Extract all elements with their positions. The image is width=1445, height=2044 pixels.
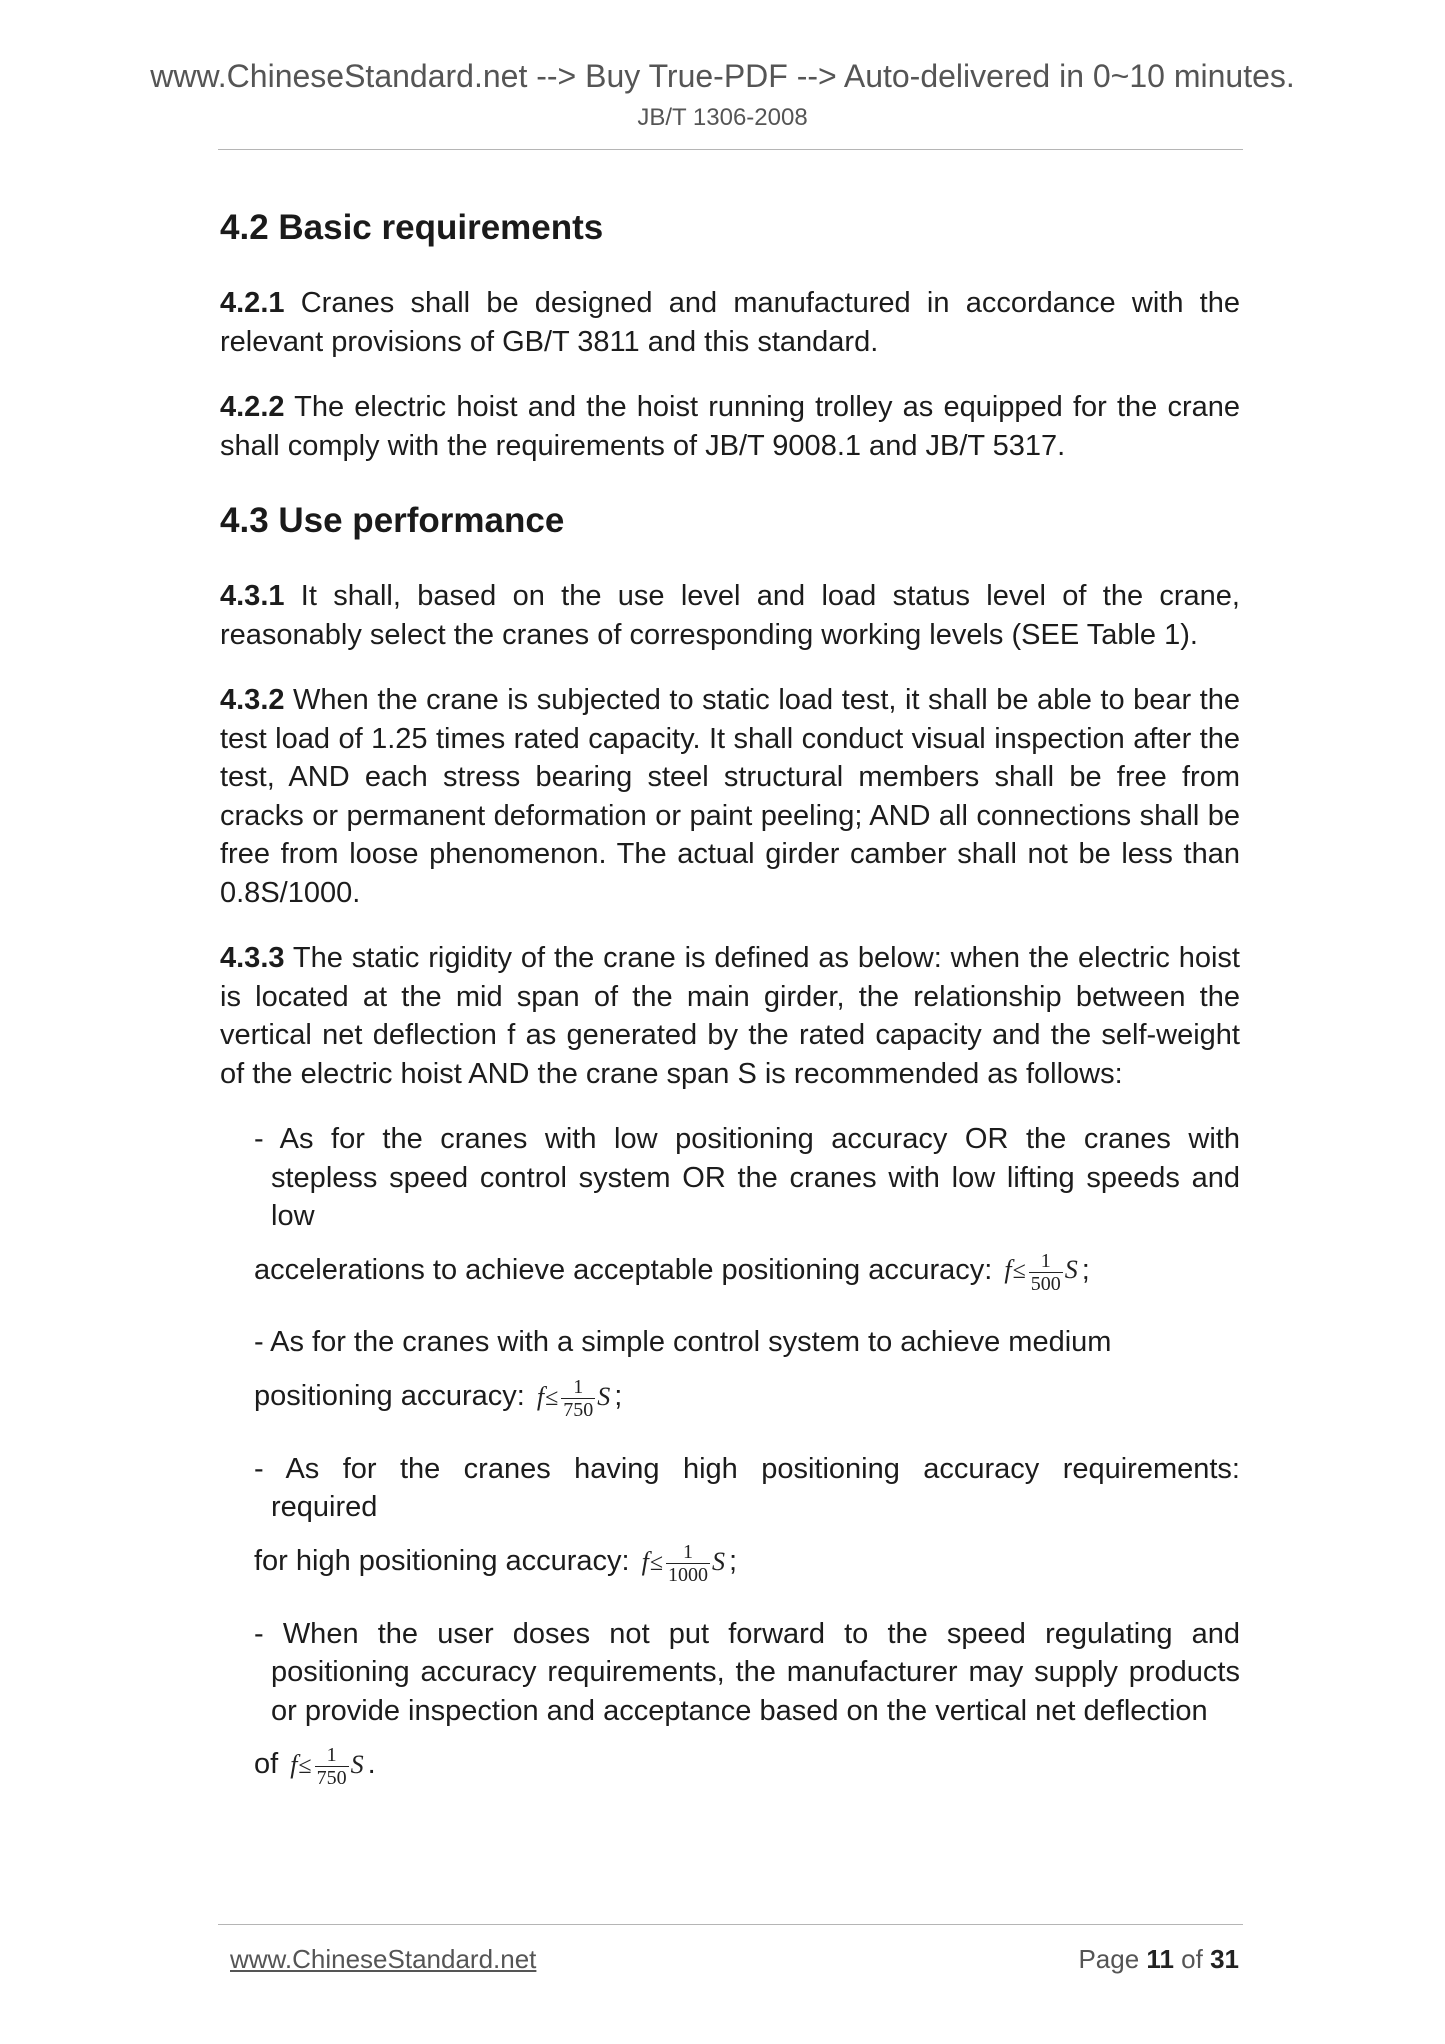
clause-text: It shall, based on the use level and load status level of the crane, reasonably select the cranes of corresponding working levels (SEE Table 1). bbox=[220, 580, 1240, 651]
formula-line bbox=[254, 1370, 1240, 1424]
clause-4-2-2 bbox=[220, 388, 1240, 465]
formula-line bbox=[254, 1535, 1240, 1589]
section-heading-4-2: 4.2 Basic requirements bbox=[220, 208, 604, 247]
formula-numerator: 1 bbox=[315, 1744, 349, 1767]
formula-operator: ≤ bbox=[545, 1384, 559, 1411]
clause-4-3-3 bbox=[220, 939, 1240, 1093]
formula-rhs: S bbox=[597, 1381, 611, 1411]
deflection-formula bbox=[642, 1536, 725, 1589]
clause-number: 4.3.3 bbox=[220, 942, 285, 974]
bullet-tail: positioning accuracy: bbox=[254, 1379, 525, 1412]
document-body bbox=[220, 206, 1273, 1818]
formula-line bbox=[254, 1244, 1240, 1298]
page-number bbox=[1078, 1944, 1239, 1975]
clause-text: The electric hoist and the hoist running trolley as equipped for the crane shall comply with the requirements of JB/T 9008.1 and JB/T 5317. bbox=[220, 391, 1240, 462]
bullet-text: - As for the cranes having high positioning accuracy requirements: required bbox=[254, 1452, 1273, 1524]
clause-4-3-2 bbox=[220, 681, 1240, 912]
formula-lhs: f bbox=[641, 1546, 649, 1576]
header-banner: www.ChineseStandard.net --> Buy True-PDF --> Auto-delivered in 0~10 minutes. bbox=[150, 58, 1295, 94]
formula-numerator: 1 bbox=[666, 1541, 710, 1564]
bullet-tail: accelerations to achieve acceptable positioning accuracy: bbox=[254, 1253, 993, 1286]
page-current: 11 bbox=[1146, 1944, 1174, 1974]
deflection-formula bbox=[1004, 1244, 1077, 1297]
formula-lhs: f bbox=[536, 1381, 545, 1411]
formula-lhs: f bbox=[1004, 1255, 1012, 1285]
clause-number: 4.2.2 bbox=[220, 391, 285, 423]
clause-number: 4.2.1 bbox=[220, 287, 285, 319]
list-item bbox=[254, 1615, 1240, 1792]
footer-divider bbox=[218, 1924, 1243, 1925]
deflection-formula bbox=[537, 1371, 610, 1424]
formula-denominator: 500 bbox=[1030, 1272, 1061, 1295]
clause-text: Cranes shall be designed and manufactured in accordance with the relevant provisions of GB/T 3811 and this standard. bbox=[220, 287, 1240, 358]
page-total: 31 bbox=[1210, 1944, 1239, 1974]
formula-fraction bbox=[666, 1541, 710, 1586]
list-item bbox=[254, 1450, 1273, 1589]
header-divider bbox=[218, 149, 1243, 150]
clause-text: When the crane is subjected to static load test, it shall be able to bear the test load of 1.25 times rated capacity. It shall conduct visual inspection after the test, AND each stress bearing steel structural members shall be free from cracks or permanent deformation or paint peeling; AND all connections shall be free from loose phenomenon. The actual girder camber shall not be less than 0.8S/1000. bbox=[220, 684, 1240, 909]
formula-rhs: S bbox=[1064, 1255, 1078, 1285]
deflection-formula bbox=[290, 1739, 363, 1792]
bullet-text: - As for the cranes with a simple control system to achieve medium bbox=[254, 1326, 1112, 1359]
formula-numerator: 1 bbox=[1029, 1250, 1063, 1273]
page-of: of bbox=[1181, 1944, 1203, 1974]
formula-operator: ≤ bbox=[298, 1752, 312, 1779]
bullet-text: - As for the cranes with low positioning accuracy OR the cranes with stepless speed control system OR the cranes with low lifting speeds and low bbox=[254, 1123, 1240, 1232]
formula-end: ; bbox=[729, 1544, 738, 1577]
section-heading-4-3: 4.3 Use performance bbox=[220, 501, 565, 540]
formula-rhs: S bbox=[712, 1546, 726, 1576]
formula-fraction bbox=[1029, 1250, 1063, 1295]
clause-4-3-1 bbox=[220, 577, 1240, 654]
list-item bbox=[254, 1323, 1240, 1423]
formula-end: ; bbox=[614, 1379, 623, 1412]
formula-operator: ≤ bbox=[649, 1549, 664, 1576]
formula-denominator: 1000 bbox=[668, 1564, 709, 1587]
document-id: JB/T 1306-2008 bbox=[637, 104, 808, 131]
footer-site-link[interactable]: www.ChineseStandard.net bbox=[230, 1944, 537, 1974]
clause-number: 4.3.2 bbox=[220, 684, 285, 716]
formula-denominator: 750 bbox=[316, 1767, 347, 1790]
page-label: Page bbox=[1078, 1944, 1140, 1974]
formula-operator: ≤ bbox=[1012, 1258, 1026, 1285]
formula-fraction bbox=[561, 1376, 595, 1421]
formula-denominator: 750 bbox=[563, 1399, 594, 1422]
bullet-text: - When the user doses not put forward to the speed regulating and positioning accuracy requirements, the manufacturer may supply products or provide inspection and acceptance based on the vertical net deflection bbox=[254, 1617, 1240, 1727]
bullet-tail: of bbox=[254, 1748, 279, 1781]
clause-4-2-1 bbox=[220, 284, 1240, 361]
list-item bbox=[254, 1120, 1240, 1297]
formula-line bbox=[254, 1738, 1240, 1792]
formula-end: ; bbox=[1081, 1253, 1090, 1286]
formula-numerator: 1 bbox=[561, 1376, 595, 1399]
formula-fraction bbox=[315, 1744, 349, 1789]
clause-number: 4.3.1 bbox=[220, 580, 285, 612]
clause-text: The static rigidity of the crane is defined as below: when the electric hoist is located at the mid span of the main girder, the relationship between the vertical net deflection f as generated by the rated capacity and the self-weight of the electric hoist AND the crane span S is recommended as follows: bbox=[220, 942, 1240, 1090]
bullet-tail: for high positioning accuracy: bbox=[254, 1544, 630, 1577]
formula-lhs: f bbox=[290, 1749, 298, 1779]
formula-rhs: S bbox=[350, 1749, 364, 1779]
formula-end: . bbox=[367, 1748, 376, 1781]
